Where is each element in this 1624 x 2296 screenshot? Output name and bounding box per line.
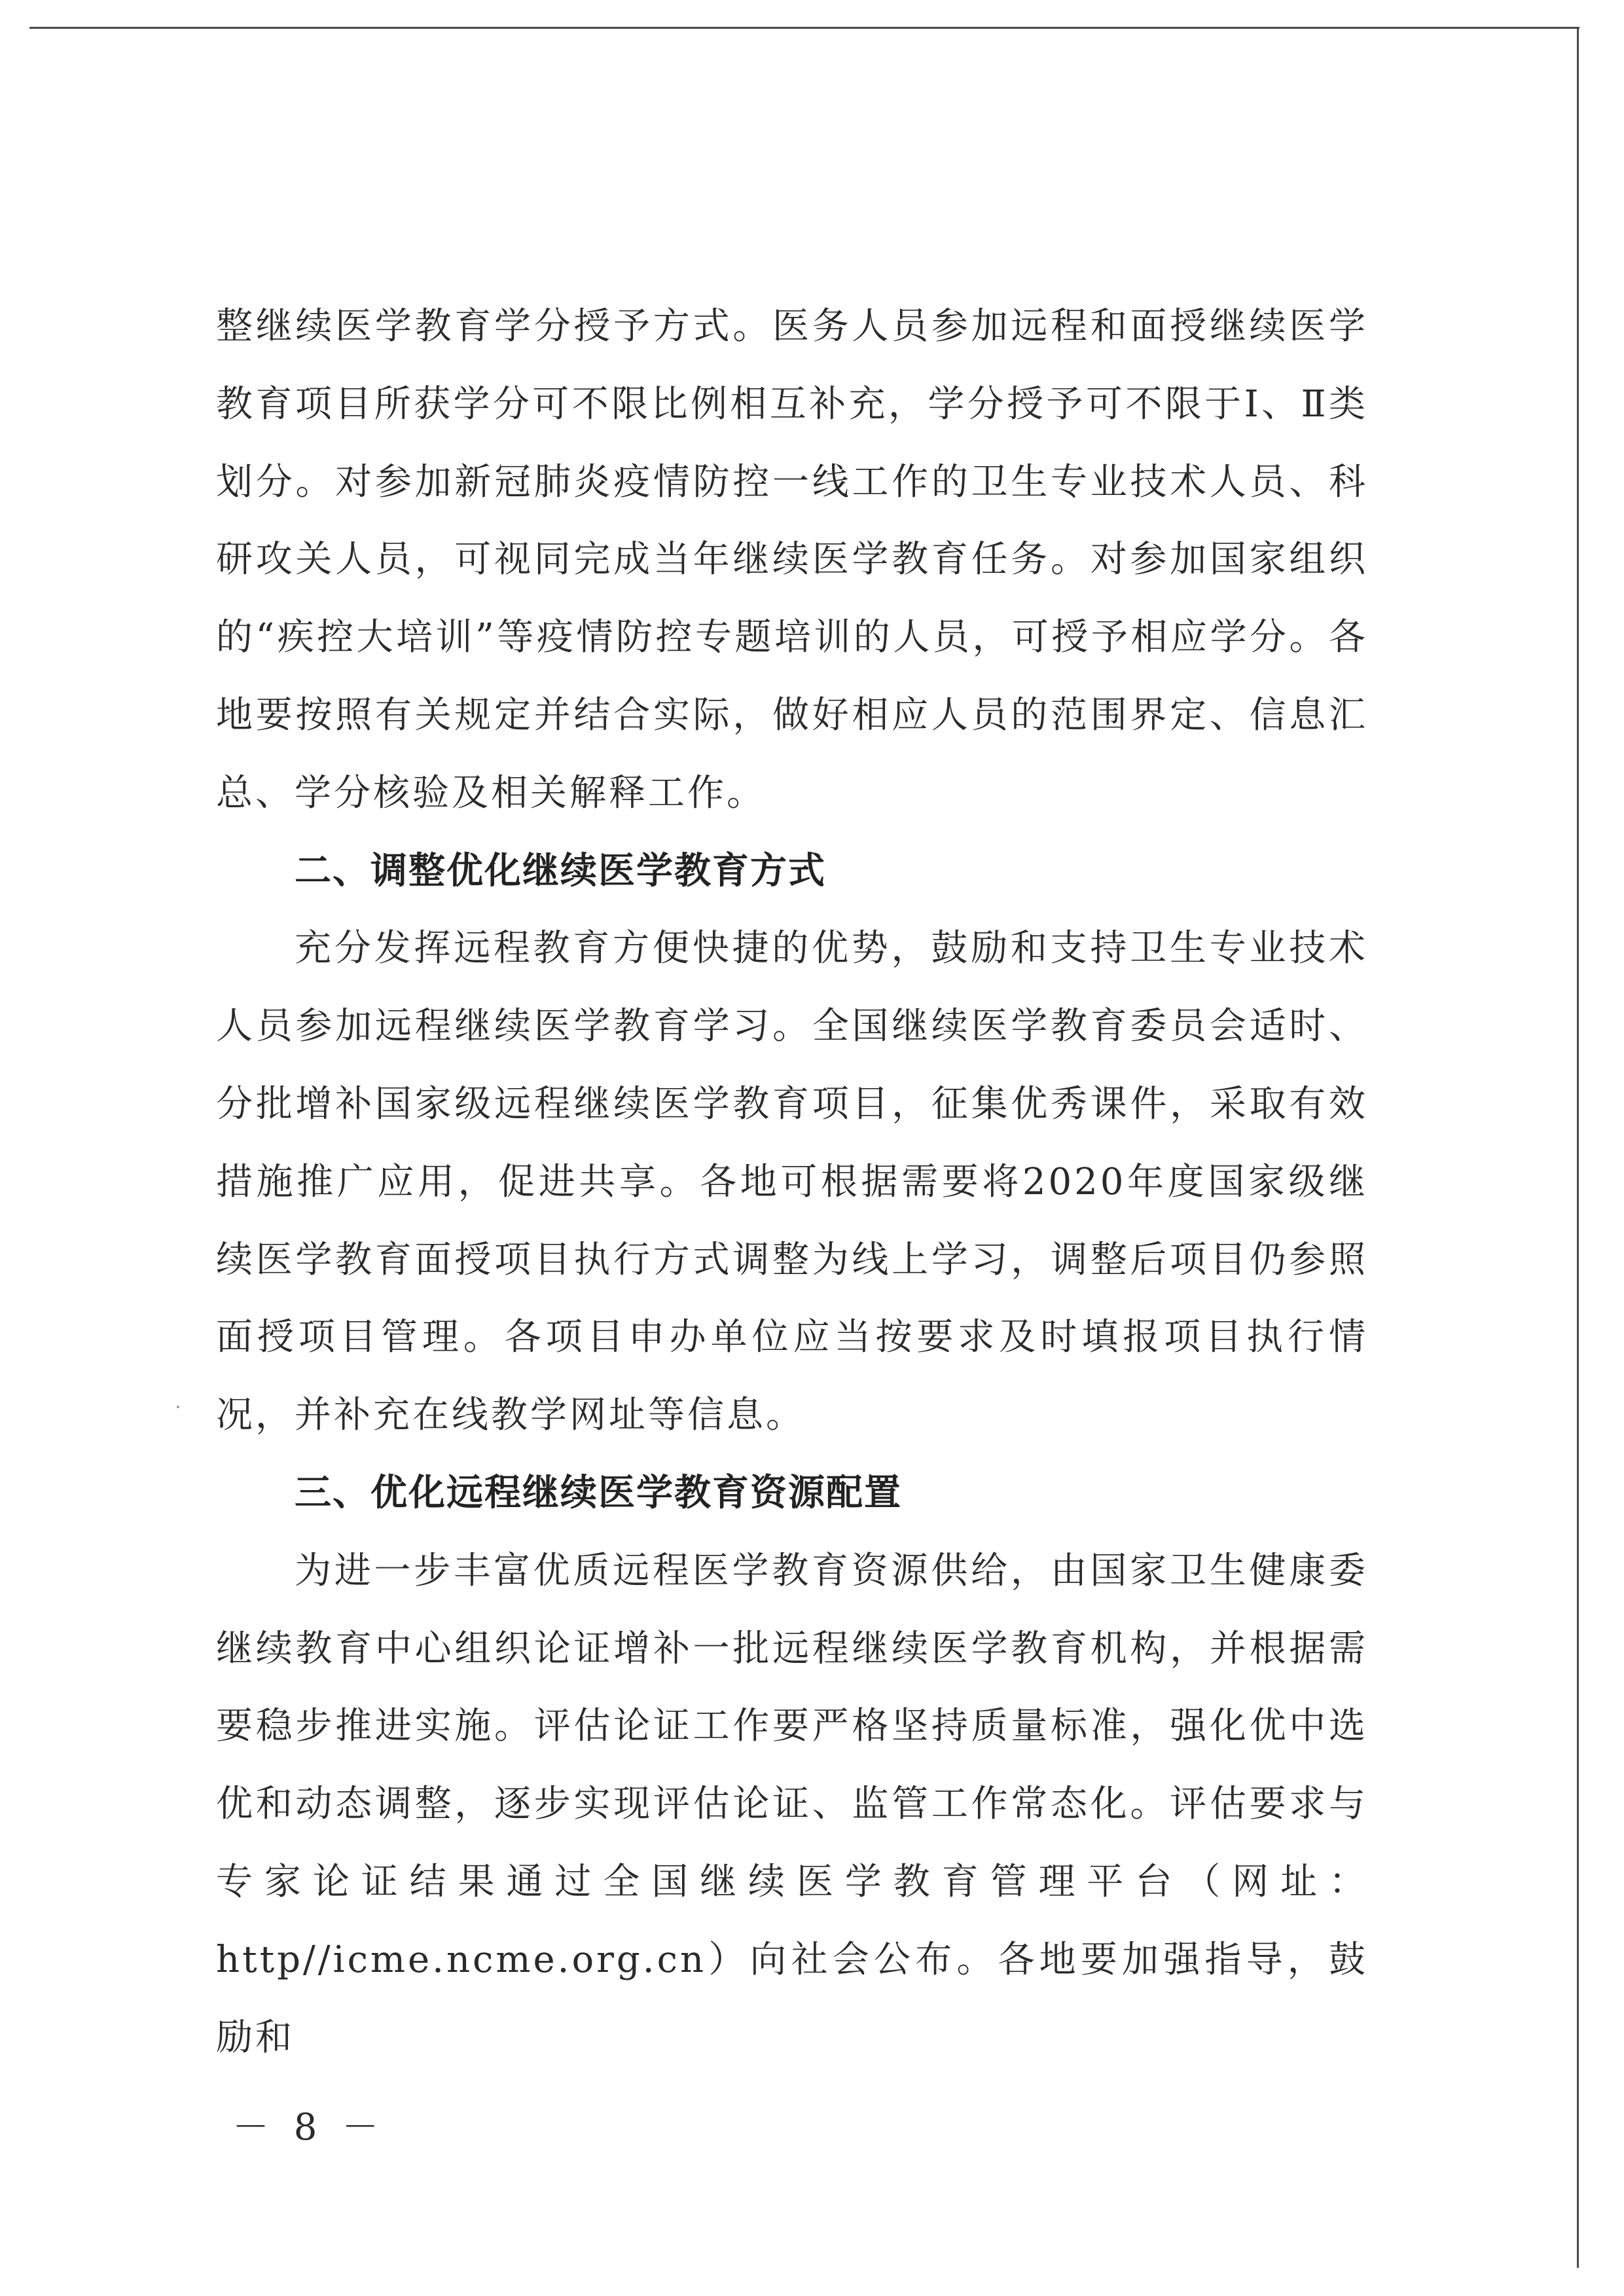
page-number: － 8 －	[232, 2106, 386, 2149]
scan-border-right	[1577, 29, 1579, 2268]
paragraph-resource-allocation: 为进一步丰富优质远程医学教育资源供给，由国家卫生健康委继续教育中心组织论证增补一批远程继续医学教育机构，并根据需要稳步推进实施。评估论证工作要严格坚持质量标准，强化优中选优和动态调整，逐步实现评估论证、监管工作常态化。评估要求与专家论证结果通过全国继续医学教育管理平台（网址：http//icme.ncme.org.cn）向社会公布。各地要加强指导，鼓励和	[216, 1549, 1368, 2059]
paragraph-remote-education: 充分发挥远程教育方便快捷的优势，鼓励和支持卫生专业技术人员参加远程继续医学教育学习。全国继续医学教育委员会适时、分批增补国家级远程继续医学教育项目，征集优秀课件，采取有效措施推广应用，促进共享。各地可根据需要将2020年度国家级继续医学教育面授项目执行方式调整为线上学习，调整后项目仍参照面授项目管理。各项目申办单位应当按要求及时填报项目执行情况，并补充在线教学网址等信息。	[216, 927, 1368, 1437]
scan-border-top	[29, 27, 1579, 29]
paragraph-continued-credits: 整继续医学教育学分授予方式。医务人员参加远程和面授继续医学教育项目所获学分可不限比例相互补充，学分授予可不限于Ⅰ、Ⅱ类划分。对参加新冠肺炎疫情防控一线工作的卫生专业技术人员、科研攻关人员，可视同完成当年继续医学教育任务。对参加国家组织的“疾控大培训”等疫情防控专题培训的人员，可授予相应学分。各地要按照有关规定并结合实际，做好相应人员的范围界定、信息汇总、学分核验及相关解释工作。	[216, 305, 1368, 814]
scan-speck	[177, 1406, 179, 1408]
section-heading-3: 三、优化远程继续医学教育资源配置	[295, 1471, 902, 1514]
document-body	[216, 288, 1368, 2077]
section-heading-2: 二、调整优化继续医学教育方式	[295, 849, 826, 892]
